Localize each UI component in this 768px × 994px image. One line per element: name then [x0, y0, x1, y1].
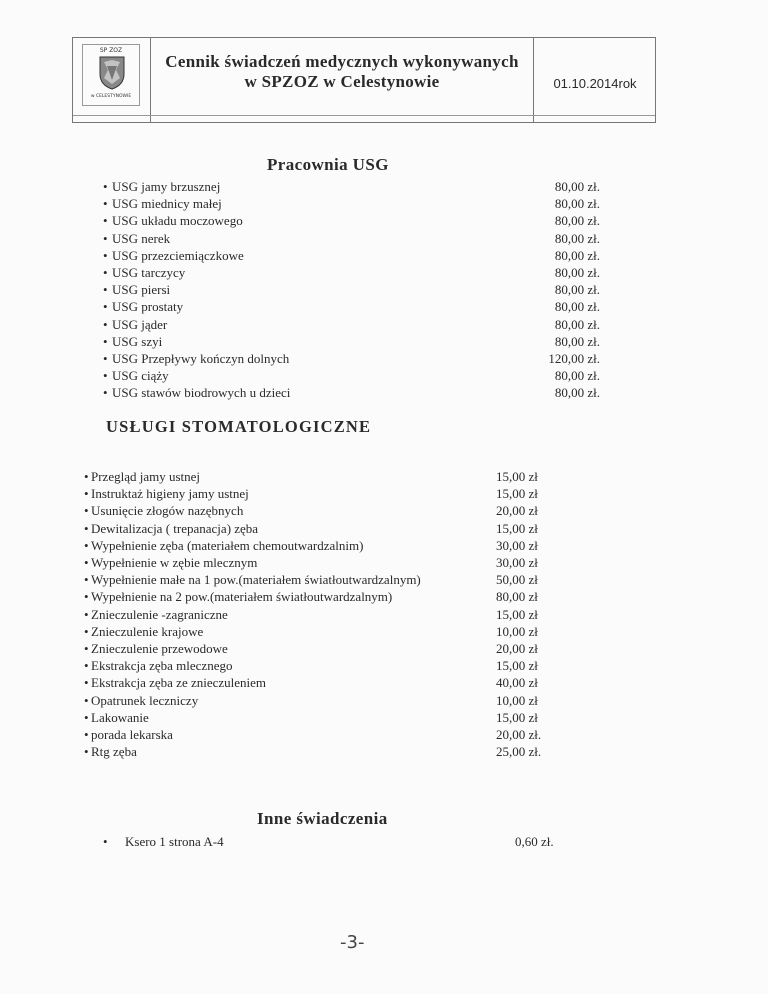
list-item [84, 709, 421, 726]
item-price: 80,00 zł. [554, 247, 600, 263]
item-name: Wypełnienie na 2 pow.(materiałem światłoutwardzalnym) [91, 589, 393, 605]
item-name: Lakowanie [91, 709, 149, 725]
item-price: 120,00 zł. [548, 351, 600, 367]
list-item [103, 333, 290, 350]
document-date: 01.10.2014rok [553, 76, 637, 91]
item-price: 80,00 zł. [554, 282, 600, 298]
item-name: USG Przepływy kończyn dolnych [112, 351, 290, 367]
logo-top-text: SP ZOZ [99, 47, 123, 54]
bullet-icon: • [84, 555, 89, 571]
bullet-icon: • [84, 692, 89, 708]
list-item [84, 485, 421, 502]
bullet-icon: • [84, 709, 89, 725]
item-price: 50,00 zł [496, 572, 538, 588]
bullet-icon: • [84, 520, 89, 536]
item-price: 15,00 zł [496, 658, 538, 674]
item-name: Wypełnienie w zębie mlecznym [91, 555, 258, 571]
list-item [84, 623, 421, 640]
item-name: Ekstrakcja zęba mlecznego [91, 658, 233, 674]
item-name: porada lekarska [91, 727, 173, 743]
usg-list [103, 178, 290, 402]
item-name: Opatrunek leczniczy [91, 692, 199, 708]
page-title [153, 52, 531, 92]
item-name: USG jamy brzusznej [112, 179, 221, 194]
section-title-usg: Pracownia USG [267, 155, 389, 174]
bullet-icon: • [84, 658, 89, 674]
list-item [103, 298, 290, 315]
stomatology-list [84, 468, 421, 760]
bullet-icon: • [103, 179, 108, 194]
bullet-icon: • [103, 368, 108, 384]
item-name: Ekstrakcja zęba ze znieczuleniem [91, 675, 267, 691]
list-item [103, 230, 290, 247]
title-line-1: Cennik świadczeń medycznych wykonywanych [165, 52, 519, 71]
item-price: 15,00 zł [496, 469, 538, 484]
item-name: USG stawów biodrowych u dzieci [112, 385, 291, 401]
list-item [84, 640, 421, 657]
item-name: USG tarczycy [112, 265, 186, 281]
item-name: Wypełnienie zęba (materiałem chemoutwardzalnim) [91, 537, 364, 553]
item-name: Wypełnienie małe na 1 pow.(materiałem światłoutwardzalnym) [91, 572, 421, 588]
item-name: USG szyi [112, 333, 163, 349]
item-name: USG prostaty [112, 299, 184, 315]
bullet-icon: • [103, 282, 108, 298]
bullet-icon: • [84, 503, 89, 519]
item-price: 80,00 zł. [554, 179, 600, 194]
item-price: 80,00 zł. [554, 196, 600, 212]
item-name: USG jąder [112, 316, 168, 332]
usg-prices [510, 178, 600, 402]
item-name: Instruktaż higieny jamy ustnej [91, 486, 249, 502]
bullet-icon: • [103, 265, 108, 281]
item-price: 15,00 zł [496, 520, 538, 536]
item-name: Ksero 1 strona A-4 [125, 834, 224, 849]
list-item [84, 468, 421, 485]
bullet-icon: • [103, 247, 108, 263]
item-name: USG przezciemiączkowe [112, 247, 244, 263]
title-line-2: w SPZOZ w Celestynowie [244, 72, 440, 91]
list-item [84, 588, 421, 605]
bullet-icon: • [84, 589, 89, 605]
bullet-icon: • [84, 606, 89, 622]
item-price: 80,00 zł. [554, 265, 600, 281]
item-name: Dewitalizacja ( trepanacja) zęba [91, 520, 259, 536]
list-item [84, 554, 421, 571]
item-name: Znieczulenie krajowe [91, 623, 204, 639]
bullet-icon: • [84, 727, 89, 743]
item-price: 20,00 zł [496, 641, 538, 657]
bullet-icon: • [84, 744, 89, 760]
bullet-icon: • [103, 196, 108, 212]
list-item [84, 537, 421, 554]
bullet-icon: • [103, 316, 108, 332]
item-price: 30,00 zł [496, 555, 538, 571]
divider [150, 38, 151, 122]
item-name: Rtg zęba [91, 744, 137, 760]
item-price: 80,00 zł. [554, 299, 600, 315]
list-item [84, 571, 421, 588]
list-item [103, 350, 290, 367]
list-item [84, 502, 421, 519]
bullet-icon: • [103, 333, 108, 349]
list-item [84, 743, 421, 760]
list-item [84, 692, 421, 709]
divider [533, 38, 534, 122]
section-title-stomatology: USŁUGI STOMATOLOGICZNE [106, 417, 372, 436]
list-item [103, 281, 290, 298]
item-price: 15,00 zł [496, 709, 538, 725]
item-price: 80,00 zł. [554, 230, 600, 246]
list-item [103, 264, 290, 281]
item-price: 10,00 zł [496, 623, 538, 639]
list-item [103, 833, 224, 850]
item-price: 80,00 zł. [554, 316, 600, 332]
list-item [103, 384, 290, 401]
item-price: 15,00 zł [496, 486, 538, 502]
other-prices [515, 833, 605, 850]
item-name: USG układu moczowego [112, 213, 243, 229]
item-name: USG ciąży [112, 368, 169, 384]
list-item [84, 674, 421, 691]
other-list [103, 833, 224, 850]
stomatology-prices [496, 468, 586, 760]
item-name: USG miednicy małej [112, 196, 222, 212]
item-price: 80,00 zł. [554, 333, 600, 349]
bullet-icon: • [84, 537, 89, 553]
item-price: 0,60 zł. [515, 834, 554, 849]
bullet-icon: • [84, 623, 89, 639]
list-item [103, 195, 290, 212]
bullet-icon: • [84, 469, 89, 484]
bullet-icon: • [103, 230, 108, 246]
header-box [72, 37, 656, 123]
bullet-icon: • [103, 213, 108, 229]
item-price: 80,00 zł. [554, 368, 600, 384]
item-price: 80,00 zł. [554, 385, 600, 401]
list-item [103, 178, 290, 195]
bullet-icon: • [103, 834, 108, 849]
logo [82, 44, 140, 106]
bullet-icon: • [84, 486, 89, 502]
item-price: 40,00 zł [496, 675, 538, 691]
item-price: 25,00 zł. [496, 744, 542, 760]
bullet-icon: • [84, 572, 89, 588]
bullet-icon: • [103, 385, 108, 401]
coat-of-arms-icon [99, 56, 125, 90]
item-name: USG nerek [112, 230, 171, 246]
item-price: 10,00 zł [496, 692, 538, 708]
bullet-icon: • [103, 351, 108, 367]
divider [73, 115, 655, 116]
item-price: 20,00 zł [496, 503, 538, 519]
item-name: USG piersi [112, 282, 171, 298]
item-name: Znieczulenie -zagraniczne [91, 606, 228, 622]
list-item [103, 316, 290, 333]
bullet-icon: • [84, 641, 89, 657]
item-name: Znieczulenie przewodowe [91, 641, 228, 657]
item-price: 80,00 zł. [554, 213, 600, 229]
item-name: Przegląd jamy ustnej [91, 469, 201, 484]
logo-bottom-text: w CELESTYNOWIE [90, 94, 132, 99]
item-price: 20,00 zł. [496, 727, 542, 743]
item-price: 15,00 zł [496, 606, 538, 622]
list-item [84, 726, 421, 743]
section-title-other: Inne świadczenia [257, 809, 388, 828]
list-item [103, 367, 290, 384]
page-number: -3- [340, 932, 365, 953]
list-item [103, 212, 290, 229]
item-price: 30,00 zł [496, 537, 538, 553]
list-item [84, 657, 421, 674]
item-name: Usunięcie złogów nazębnych [91, 503, 244, 519]
item-price: 80,00 zł [496, 589, 538, 605]
bullet-icon: • [103, 299, 108, 315]
list-item [103, 247, 290, 264]
bullet-icon: • [84, 675, 89, 691]
list-item [84, 606, 421, 623]
list-item [84, 520, 421, 537]
